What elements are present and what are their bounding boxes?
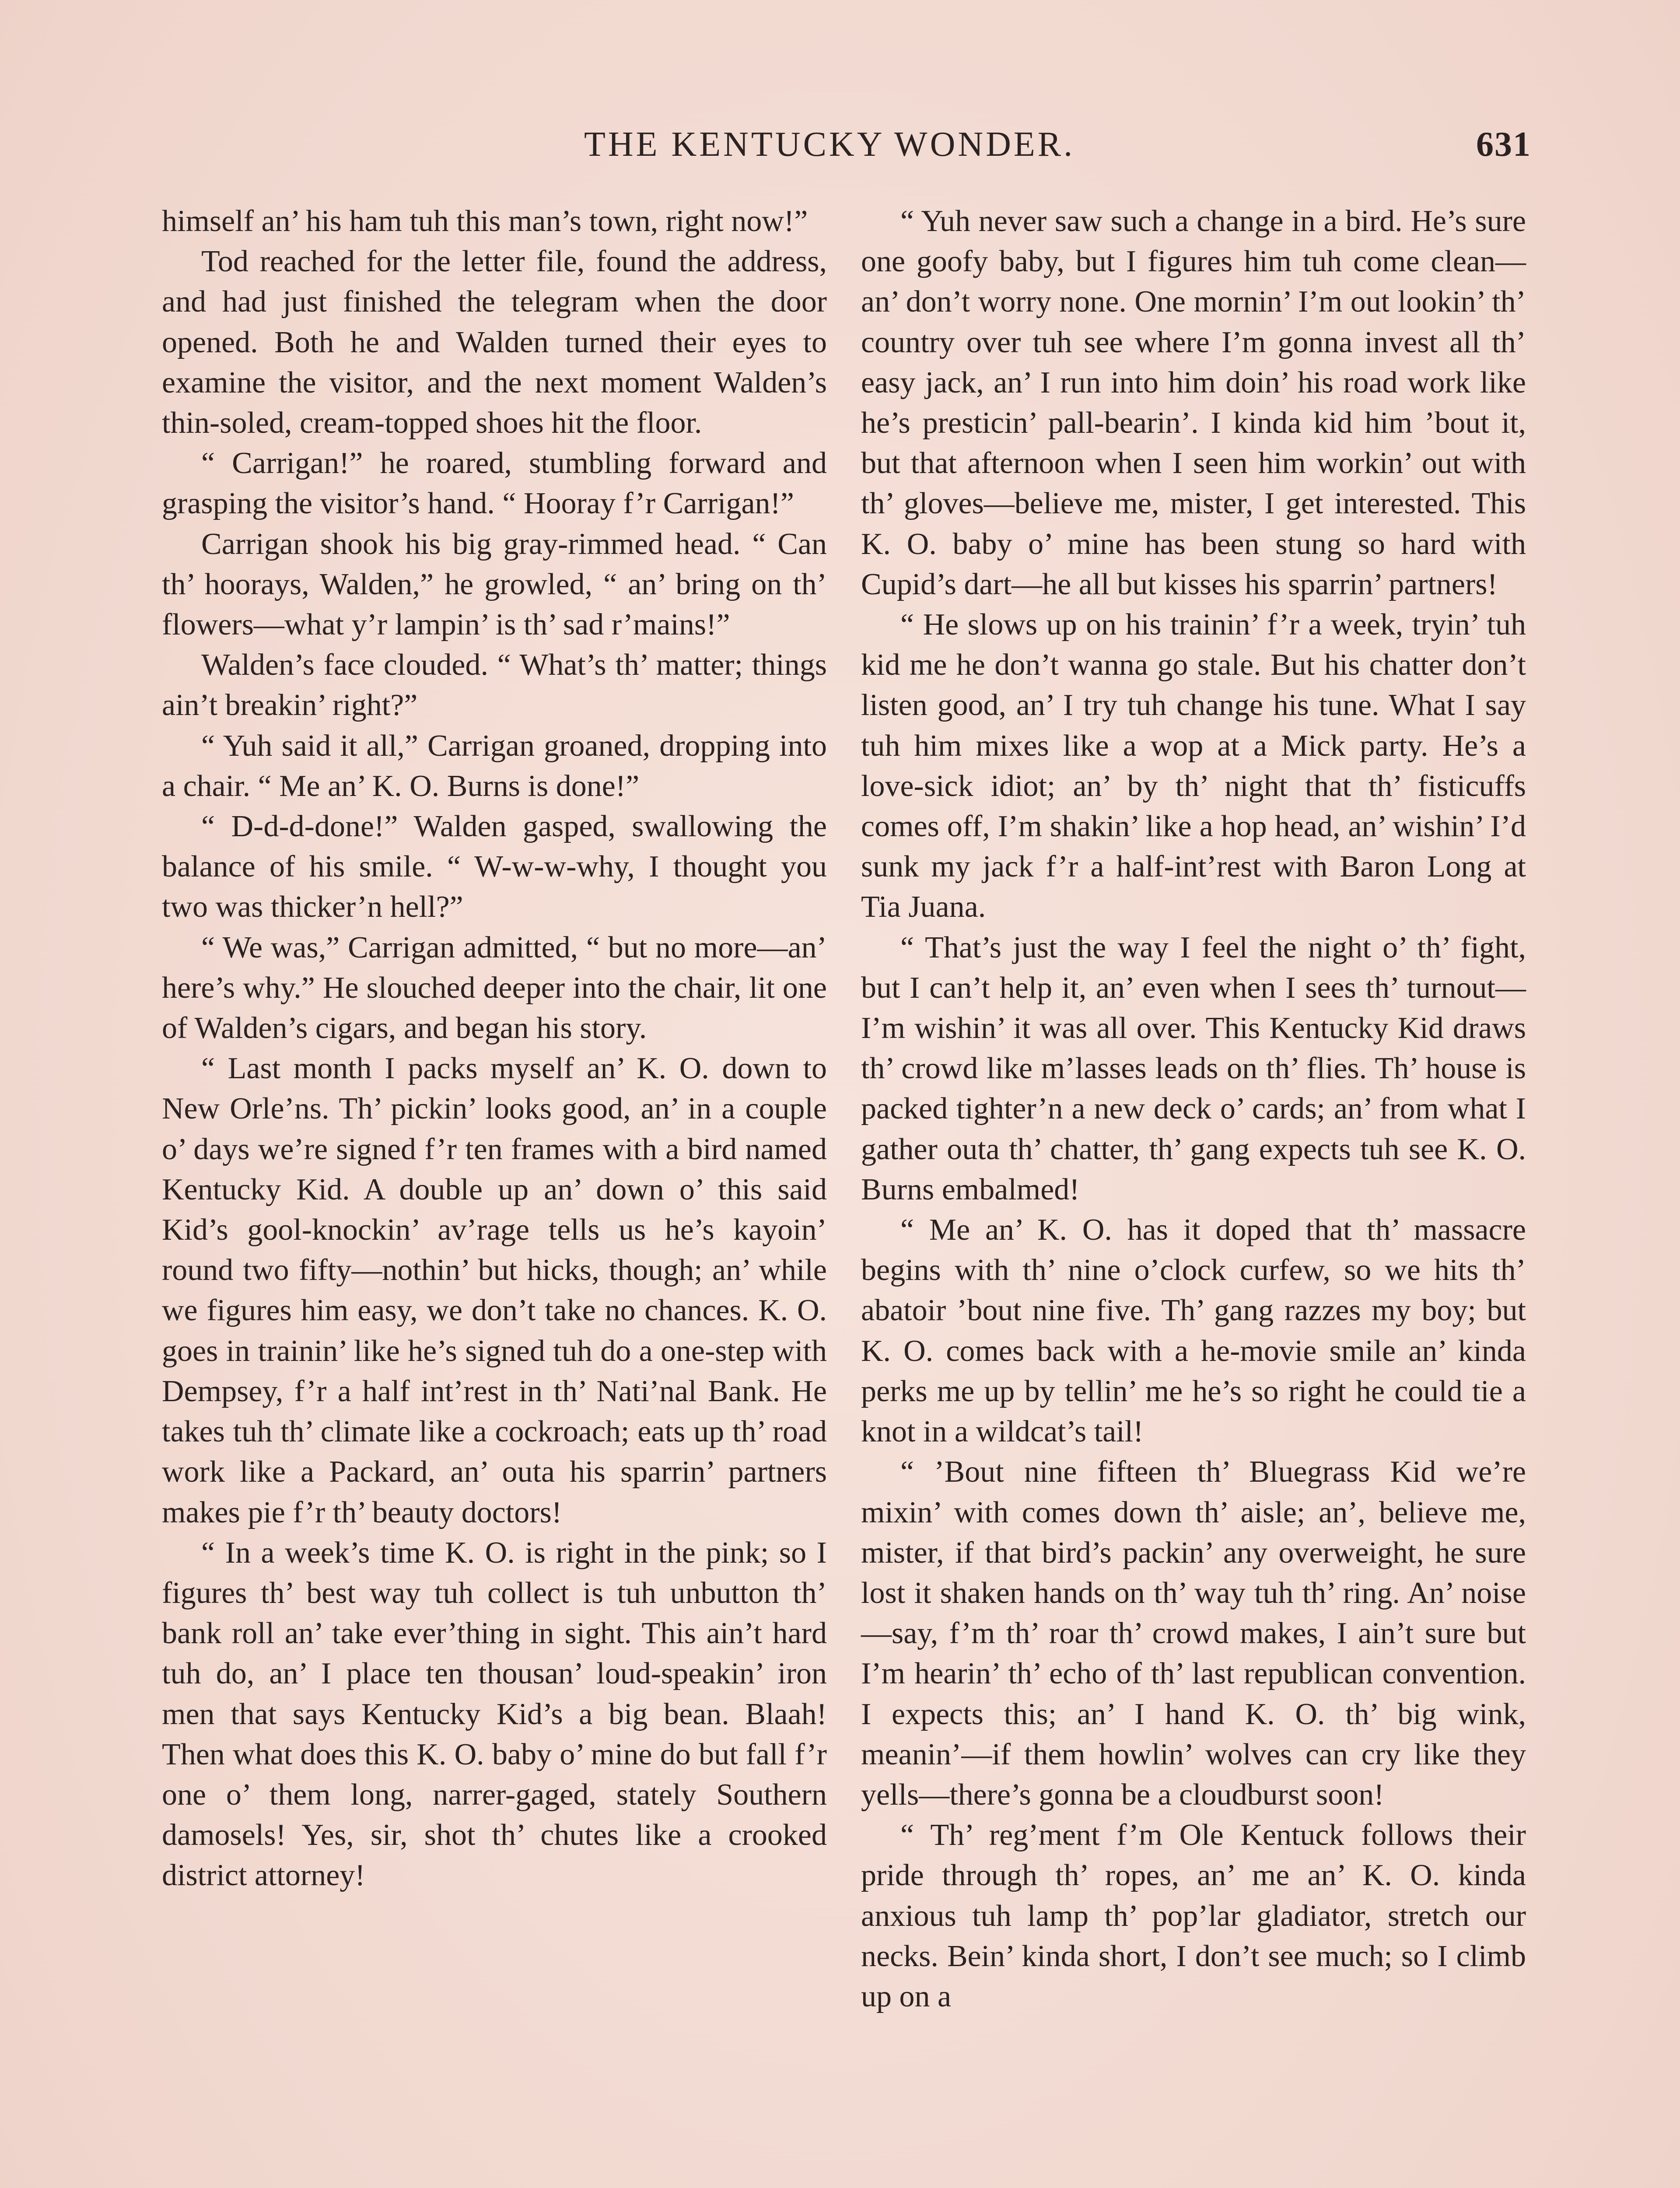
paragraph: “ Yuh never saw such a change in a bird. He’s sure one goofy baby, but I figures him tuh come clean—an’ don’t worry none. One mornin’ I’m out lookin’ th’ country over tuh see where I’m gonna invest all th’ easy jack, an’ I run into him doin’ his road work like he’s presticin’ pall-bearin’. I kinda kid him ’bout it, but that afternoon when I seen him workin’ out with th’ gloves—believe me, mister, I get interested. This K. O. baby o’ mine has been stung so hard with Cupid’s dart—he all but kisses his sparrin’ partners! [861,204,1526,601]
paragraph: “ Yuh said it all,” Carrigan groaned, dropping into a chair. “ Me an’ K. O. Burns is done!” [162,729,827,803]
page-number: 631 [1476,125,1531,164]
paragraph: “ Th’ reg’ment f’m Ole Kentuck follows their pride through th’ ropes, an’ me an’ K. O. kinda anxious tuh lamp th’ pop’lar gladiator, stretch our necks. Bein’ kinda short, I don’t see much; so I climb up on a [861,1818,1526,2013]
paragraph: Tod reached for the letter file, found the address, and had just finished the telegram when the door opened. Both he and Walden turned their eyes to examine the visitor, and the next moment Walden’s thin-soled, cream-topped shoes hit the floor. [162,245,827,440]
paragraph: himself an’ his ham tuh this man’s town, right now!” [162,204,808,238]
right-text-column [861,201,1526,2017]
paragraph: Carrigan shook his big gray-rimmed head. “ Can th’ hoorays, Walden,” he growled, “ an’ bring on th’ flowers—what y’r lampin’ is th’ sad r’mains!” [162,527,827,642]
paragraph: “ D-d-d-done!” Walden gasped, swallowing the balance of his smile. “ W-w-w-why, I thought you two was thicker’n hell?” [162,810,827,924]
paragraph: “ In a week’s time K. O. is right in the pink; so I figures th’ best way tuh collect is tuh unbutton th’ bank roll an’ take ever’thing in sight. This ain’t hard tuh do, an’ I place ten thousan’ loud-speakin’ iron men that says Kentucky Kid’s a big bean. Blaah! Then what does this K. O. baby o’ mine do but fall f’r one o’ them long, narrer-gaged, stately Southern damosels! Yes, sir, shot th’ chutes like a crooked district attorney! [162,1536,827,1893]
paragraph: “ Me an’ K. O. has it doped that th’ massacre begins with th’ nine o’clock curfew, so we hits th’ abatoir ’bout nine five. Th’ gang razzes my boy; but K. O. comes back with a he-movie smile an’ kinda perks me up by tellin’ me he’s so right he could tie a knot in a wildcat’s tail! [861,1213,1526,1449]
running-title: THE KENTUCKY WONDER. [584,125,1075,164]
paragraph: “ ’Bout nine fifteen th’ Bluegrass Kid we’re mixin’ with comes down th’ aisle; an’, believe me, mister, if that bird’s packin’ any overweight, he sure lost it shaken hands on th’ way tuh th’ ring. An’ noise—say, f’m th’ roar th’ crowd makes, I ain’t sure but I’m hearin’ th’ echo of th’ last republican convention. I expects this; an’ I hand K. O. th’ big wink, meanin’—if them howlin’ wolves can cry like they yells—there’s gonna be a cloudburst soon! [861,1455,1526,1812]
left-text-column [162,201,827,1896]
paragraph: Walden’s face clouded. “ What’s th’ matter; things ain’t breakin’ right?” [162,648,827,722]
running-head [162,125,1531,173]
paragraph: “ He slows up on his trainin’ f’r a week, tryin’ tuh kid me he don’t wanna go stale. But his chatter don’t listen good, an’ I try tuh change his tune. What I say tuh him mixes like a wop at a Mick party. He’s a love-sick idiot; an’ by th’ night that th’ fisticuffs comes off, I’m shakin’ like a hop head, an’ wishin’ I’d sunk my jack f’r a half-int’rest with Baron Long at Tia Juana. [861,608,1526,924]
paragraph: “ That’s just the way I feel the night o’ th’ fight, but I can’t help it, an’ even when I sees th’ turnout—I’m wishin’ it was all over. This Kentucky Kid draws th’ crowd like m’lasses leads on th’ flies. Th’ house is packed tighter’n a new deck o’ cards; an’ from what I gather outa th’ chatter, th’ gang expects tuh see K. O. Burns embalmed! [861,930,1526,1206]
paragraph: “ Carrigan!” he roared, stumbling forward and grasping the visitor’s hand. “ Hooray f’r Carrigan!” [162,446,827,521]
paragraph: “ Last month I packs myself an’ K. O. down to New Orle’ns. Th’ pickin’ looks good, an’ in a couple o’ days we’re signed f’r ten frames with a bird named Kentucky Kid. A double up an’ down o’ this said Kid’s gool-knockin’ av’rage tells us he’s kayoin’ round two fifty—nothin’ but hicks, though; an’ while we figures him easy, we don’t take no chances. K. O. goes in trainin’ like he’s signed tuh do a one-step with Dempsey, f’r a half int’rest in th’ Nati’nal Bank. He takes tuh th’ climate like a cockroach; eats up th’ road work like a Packard, an’ outa his sparrin’ partners makes pie f’r th’ beauty doctors! [162,1052,827,1529]
paragraph: “ We was,” Carrigan admitted, “ but no more—an’ here’s why.” He slouched deeper into the chair, lit one of Walden’s cigars, and began his story. [162,930,827,1045]
